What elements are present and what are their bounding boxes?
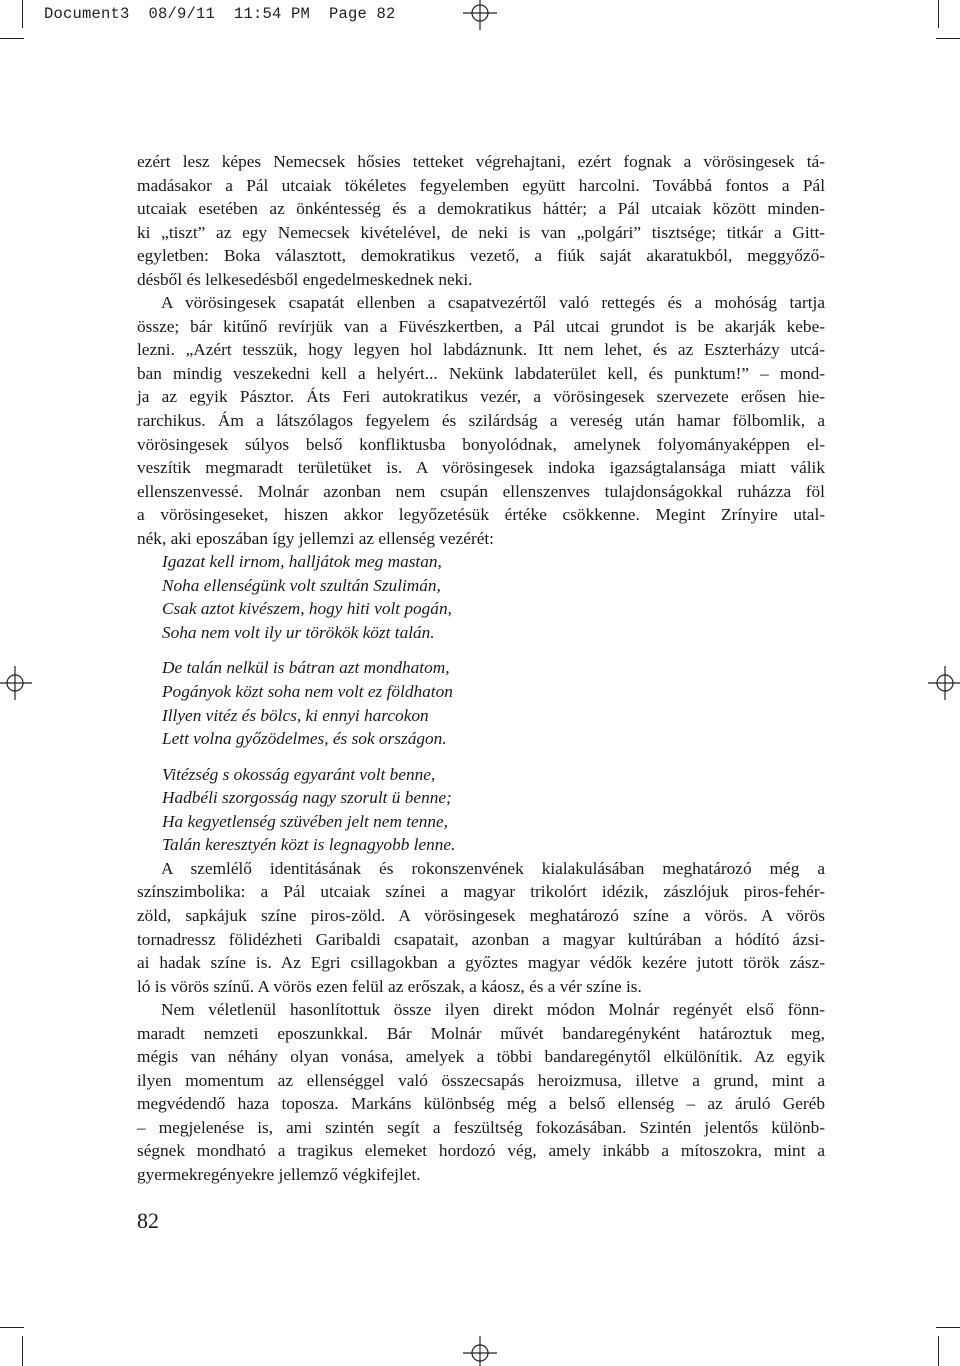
verse-line: Hadbéli szorgosság nagy szorult ü benne;: [162, 788, 452, 808]
verse-line: Talán keresztyén közt is legnagyobb lenne.: [162, 835, 456, 855]
text-line: – megjelenése is, ami szintén segít a feszültség fokozásában. Szintén jelentős különb-: [137, 1117, 825, 1137]
text-line: utcaiak esetében az önkéntesség és a demokratikus háttér; a Pál utcaiak között minden-: [137, 199, 825, 219]
text-line: gyermekregényekre jellemző végkifejlet.: [137, 1164, 421, 1184]
verse-line: Soha nem volt ily ur törökök közt talán.: [162, 622, 435, 642]
text-line: zöld, sapkájuk színe piros-zöld. A vörösingesek meghatározó színe a vörös. A vörös: [137, 905, 825, 925]
text-line: ban mindig veszekedni kell a helyért... Nekünk labdaterület kell, és punktum!” – mond-: [137, 363, 825, 383]
crop-mark: [936, 1327, 960, 1328]
text-line: madásakor a Pál utcaiak tökéletes fegyelemben együtt harcolni. Továbbá fontos a Pál: [137, 175, 825, 195]
text-line: A vörösingesek csapatát ellenben a csapatvezértől való rettegés és a mohóság tartja: [161, 293, 825, 313]
verse-line: Vitézség s okosság egyaránt volt benne,: [162, 764, 436, 784]
verse-line: Ha kegyetlenség szüvében jelt nem tenne,: [162, 811, 448, 831]
crop-mark: [22, 0, 23, 28]
verse-line: Noha ellenségünk volt szultán Szulimán,: [162, 575, 441, 595]
text-line: désből és lelkesedésből engedelmeskednek neki.: [137, 269, 473, 289]
page-number: 82: [137, 1208, 159, 1233]
text-line: veszítik megmaradt területüket is. A vörösingesek indoka igazságtalansága miatt válik: [137, 458, 825, 478]
crop-mark: [936, 38, 960, 39]
body-text: [137, 150, 825, 1187]
registration-mark-icon: [461, 0, 499, 38]
text-line: egyletben: Boka választott, demokratikus vezető, a fiúk saját akaratukból, meggyőző-: [137, 246, 825, 266]
text-line: rarchikus. Ám a látszólagos fegyelem és szilárdság a vereség után hamar fölbomlik, a: [137, 411, 825, 431]
verse-line: De talán nelkül is bátran azt mondhatom,: [162, 658, 450, 678]
text-line: maradt nemzeti eposzunkkal. Bár Molnár művét bandaregényként határoztuk meg,: [137, 1023, 825, 1043]
text-line: ellenszenvessé. Molnár azonban nem csupán ellenszenves tulajdonságokkal ruházza föl: [137, 481, 825, 501]
text-line: ja az egyik Pásztor. Áts Feri autokratikus vezér, a vörösingesek szervezete erősen hie-: [137, 387, 825, 407]
text-line: a vörösingeseket, hiszen akkor legyőzetésük értéke csökkenne. Megint Zrínyire utal-: [137, 505, 825, 525]
crop-mark: [938, 1336, 939, 1366]
verse-line: Pogányok közt soha nem volt ez földhaton: [162, 682, 453, 702]
text-line: ilyen momentum az ellenséggel való összecsapás heroizmusa, illetve a grund, mint a: [137, 1070, 825, 1090]
printer-slug: Document3 08/9/11 11:54 PM Page 82: [44, 5, 396, 23]
text-line: megvédendő haza toposza. Markáns különbség még a belső ellenség – az áruló Geréb: [137, 1094, 825, 1114]
crop-mark: [0, 38, 24, 39]
text-line: A szemlélő identitásának és rokonszenvének kialakulásában meghatározó még a: [161, 858, 825, 878]
verse-line: Illyen vitéz és bölcs, ki ennyi harcokon: [162, 705, 429, 725]
text-line: nék, aki eposzában így jellemzi az ellenség vezérét:: [137, 528, 494, 548]
text-line: mégis van néhány olyan vonása, amelyek a többi bandaregénytől elkülönítik. Az egyik: [137, 1047, 825, 1067]
text-line: Nem véletlenül hasonlítottuk össze ilyen direkt módon Molnár regényét első fönn-: [161, 1000, 825, 1020]
text-line: tornadressz fölidézheti Garibaldi csapatait, azonban a magyar kultúrában a hódító ázsi-: [137, 929, 825, 949]
text-line: össze; bár kitűnő revírjük van a Füvészkertben, a Pál utcai grundot is be akarják kebe-: [137, 316, 825, 336]
text-line: lezni. „Azért tesszük, hogy legyen hol labdáznunk. Itt nem lehet, és az Eszterházy utcá-: [137, 340, 825, 360]
text-line: ai hadak színe is. Az Egri csillagokban a győztes magyar védők kezére jutott török zász-: [137, 953, 825, 973]
text-line: vörösingesek súlyos belső konfliktusba bonyolódnak, amelynek folyományaképpen el-: [137, 434, 825, 454]
text-line: ezért lesz képes Nemecsek hősies tetteket végrehajtani, ezért fognak a vörösingesek tá-: [137, 152, 825, 171]
text-line: ki „tiszt” az egy Nemecsek kivételével, de neki is van „polgári” tisztsége; titkár a Gitt-: [137, 222, 825, 242]
crop-mark: [0, 1327, 24, 1328]
verse-line: Lett volna győzödelmes, és sok országon.: [162, 729, 447, 749]
stanza-gap: [137, 751, 825, 763]
registration-mark-icon: [0, 664, 38, 702]
text-line: színszimbolika: a Pál utcaiak színei a magyar trikolórt idézik, zászlójuk piros-fehér-: [137, 882, 825, 902]
crop-mark: [938, 0, 939, 28]
verse-line: Igazat kell irnom, halljátok meg mastan,: [162, 552, 442, 572]
text-line: ségnek mondható a tragikus elemeket hordozó vég, amely inkább a mítoszokra, mint a: [137, 1141, 825, 1161]
registration-mark-icon: [461, 1328, 499, 1366]
text-line: ló is vörös színű. A vörös ezen felül az erőszak, a káosz, és a vér színe is.: [137, 976, 642, 996]
verse-line: Csak aztot kivészem, hogy hiti volt pogán,: [162, 599, 452, 619]
crop-mark: [22, 1336, 23, 1366]
registration-mark-icon: [922, 664, 960, 702]
stanza-gap: [137, 644, 825, 656]
